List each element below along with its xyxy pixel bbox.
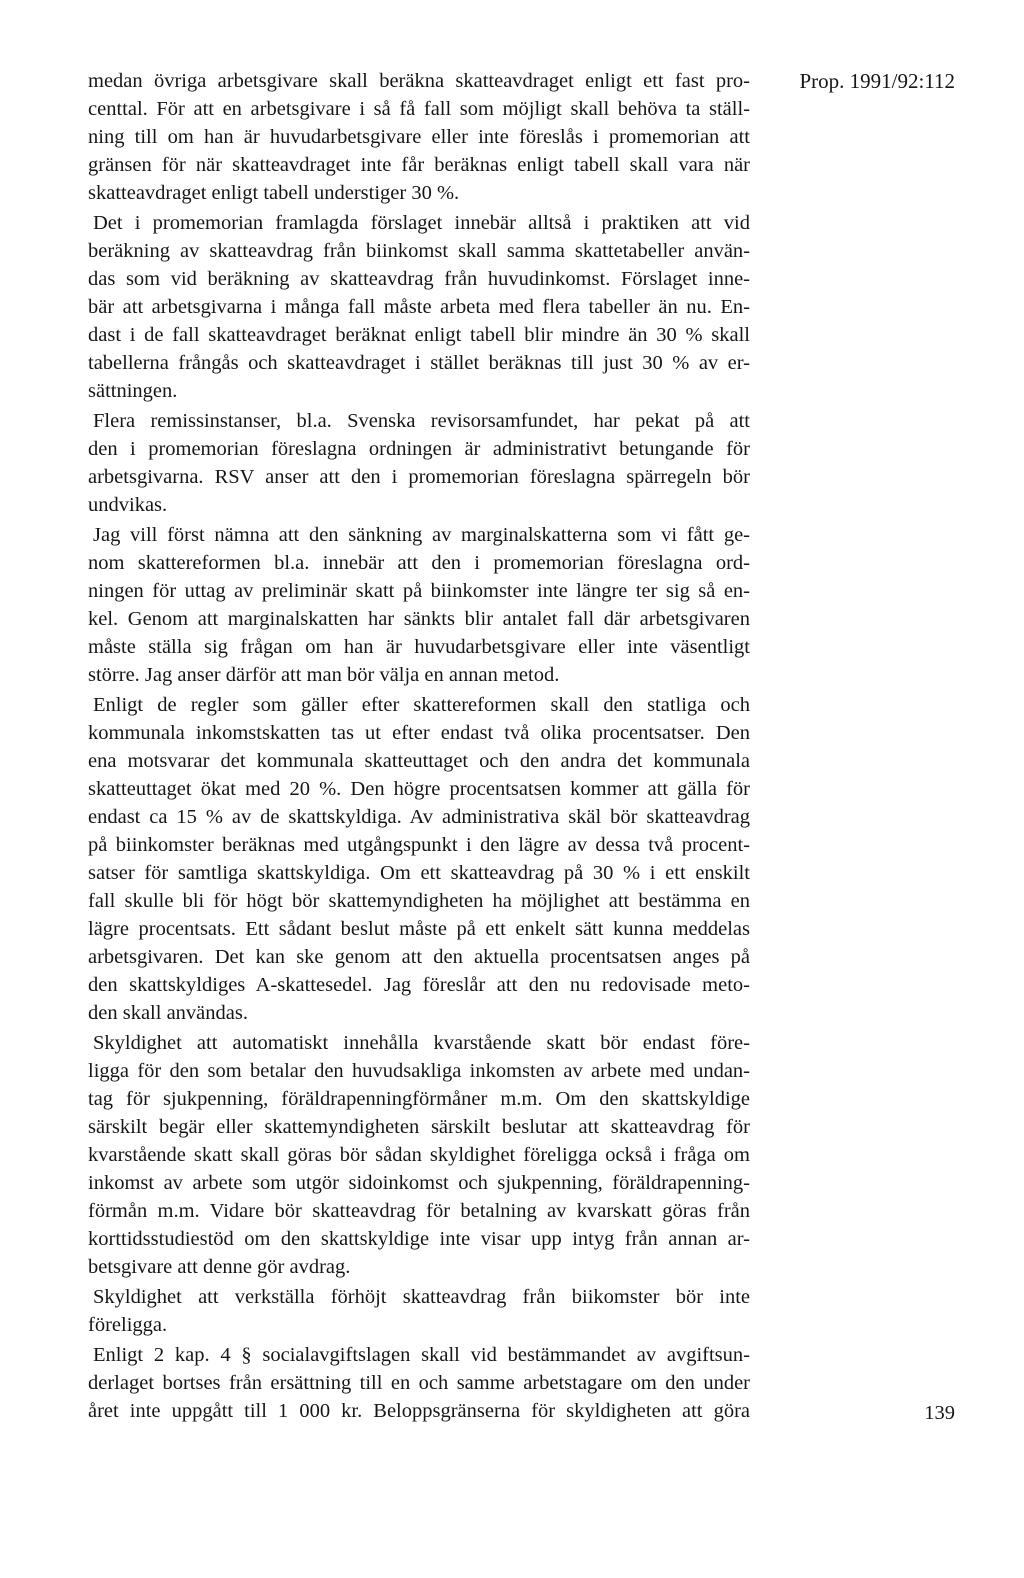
text-line: dast i de fall skatteavdraget beräknat enligt tabell blir mindre än 30 % skall: [88, 324, 750, 346]
text-line: Flera remissinstanser, bl.a. Svenska revisorsamfundet, har pekat på att: [93, 410, 750, 432]
paragraph: [88, 1283, 750, 1339]
text-line: beräkning av skatteavdrag från biinkomst skall samma skattetabeller använ-: [88, 240, 750, 262]
text-line: ena motsvarar det kommunala skatteuttaget och den andra det kommunala: [88, 750, 750, 772]
text-line: större. Jag anser därför att man bör välja en annan metod.: [88, 664, 560, 686]
text-line: föreligga.: [88, 1314, 168, 1336]
text-line: gränsen för när skatteavdraget inte får beräknas enligt tabell skall vara när: [88, 154, 750, 176]
text-line: på biinkomster beräknas med utgångspunkt i den lägre av dessa två procent-: [88, 834, 750, 856]
text-line: måste ställa sig frågan om han är huvudarbetsgivare eller inte väsentligt: [88, 636, 750, 658]
paragraph: [88, 1341, 750, 1425]
text-line: tag för sjukpenning, föräldrapenningförmåner m.m. Om den skattskyldige: [88, 1088, 750, 1110]
text-line: centtal. För att en arbetsgivare i så få fall som möjligt skall behöva ta ställ-: [88, 98, 750, 120]
text-line: skatteuttaget ökat med 20 %. Den högre procentsatsen kommer att gälla för: [88, 778, 750, 800]
text-line: skatteavdraget enligt tabell understiger 30 %.: [88, 182, 460, 204]
text-line: Enligt de regler som gäller efter skattereformen skall den statliga och: [93, 694, 750, 716]
text-line: ligga för den som betalar den huvudsakliga inkomsten av arbete med undan-: [88, 1060, 750, 1082]
text-line: arbetsgivaren. Det kan ske genom att den aktuella procentsatsen anges på: [88, 946, 750, 968]
text-line: inkomst av arbete som utgör sidoinkomst och sjukpenning, föräldrapenning-: [88, 1172, 750, 1194]
text-line: tabellerna frångås och skatteavdraget i stället beräknas till just 30 % av er-: [88, 352, 750, 374]
text-line: derlaget bortses från ersättning till en och samme arbetstagare om den under: [88, 1372, 750, 1394]
page-number: 139: [924, 1402, 955, 1424]
text-line: året inte uppgått till 1 000 kr. Beloppsgränserna för skyldigheten att göra: [88, 1400, 750, 1422]
text-line: kvarstående skatt skall göras bör sådan skyldighet föreligga också i fråga om: [88, 1144, 750, 1166]
text-line: särskilt begär eller skattemyndigheten särskilt beslutar att skatteavdrag för: [88, 1116, 750, 1138]
text-line: sättningen.: [88, 380, 178, 402]
paragraph: [88, 521, 750, 689]
text-line: nom skattereformen bl.a. innebär att den i promemorian föreslagna ord-: [88, 552, 750, 574]
text-line: korttidsstudiestöd om den skattskyldige inte visar upp intyg från annan ar-: [88, 1228, 750, 1250]
proposition-reference: Prop. 1991/92:112: [799, 69, 955, 93]
paragraph: [88, 209, 750, 405]
text-line: Jag vill först nämna att den sänkning av marginalskatterna som vi fått ge-: [93, 524, 750, 546]
text-line: endast ca 15 % av de skattskyldiga. Av administrativa skäl bör skatteavdrag: [88, 806, 750, 828]
text-line: den i promemorian föreslagna ordningen är administrativt betungande för: [88, 438, 750, 460]
text-line: undvikas.: [88, 494, 168, 516]
text-line: lägre procentsats. Ett sådant beslut måste på ett enkelt sätt kunna meddelas: [88, 918, 750, 940]
text-line: bär att arbetsgivarna i många fall måste arbeta med flera tabeller än nu. En-: [88, 296, 750, 318]
text-line: Skyldighet att automatiskt innehålla kvarstående skatt bör endast före-: [93, 1032, 750, 1054]
text-line: medan övriga arbetsgivare skall beräkna skatteavdraget enligt ett fast pro-: [88, 70, 750, 92]
text-line: ning till om han är huvudarbetsgivare eller inte föreslås i promemorian att: [88, 126, 750, 148]
paragraph: [88, 691, 750, 1027]
text-line: den skall användas.: [88, 1002, 248, 1024]
text-line: arbetsgivarna. RSV anser att den i promemorian föreslagna spärregeln bör: [88, 466, 750, 488]
text-line: kommunala inkomstskatten tas ut efter endast två olika procentsatser. Den: [88, 722, 750, 744]
text-line: den skattskyldiges A-skattesedel. Jag föreslår att den nu redovisade meto-: [88, 974, 750, 996]
text-line: Enligt 2 kap. 4 § socialavgiftslagen skall vid bestämmandet av avgiftsun-: [93, 1344, 750, 1366]
text-line: betsgivare att denne gör avdrag.: [88, 1256, 351, 1278]
paragraph: [88, 407, 750, 519]
text-line: das som vid beräkning av skatteavdrag från huvudinkomst. Förslaget inne-: [88, 268, 750, 290]
text-line: fall skulle bli för högt bör skattemyndigheten ha möjlighet att bestämma en: [88, 890, 750, 912]
text-line: Skyldighet att verkställa förhöjt skatteavdrag från biikomster bör inte: [93, 1286, 750, 1308]
text-line: förmån m.m. Vidare bör skatteavdrag för betalning av kvarskatt göras från: [88, 1200, 750, 1222]
text-line: kel. Genom att marginalskatten har sänkts blir antalet fall där arbetsgivaren: [88, 608, 750, 630]
paragraph: [88, 1029, 750, 1281]
text-line: Det i promemorian framlagda förslaget innebär alltså i praktiken att vid: [93, 212, 750, 234]
text-line: satser för samtliga skattskyldiga. Om ett skatteavdrag på 30 % i ett enskilt: [88, 862, 750, 884]
body-text: [88, 67, 750, 1425]
text-line: ningen för uttag av preliminär skatt på biinkomster inte längre ter sig så en-: [88, 580, 750, 602]
paragraph: [88, 67, 750, 207]
